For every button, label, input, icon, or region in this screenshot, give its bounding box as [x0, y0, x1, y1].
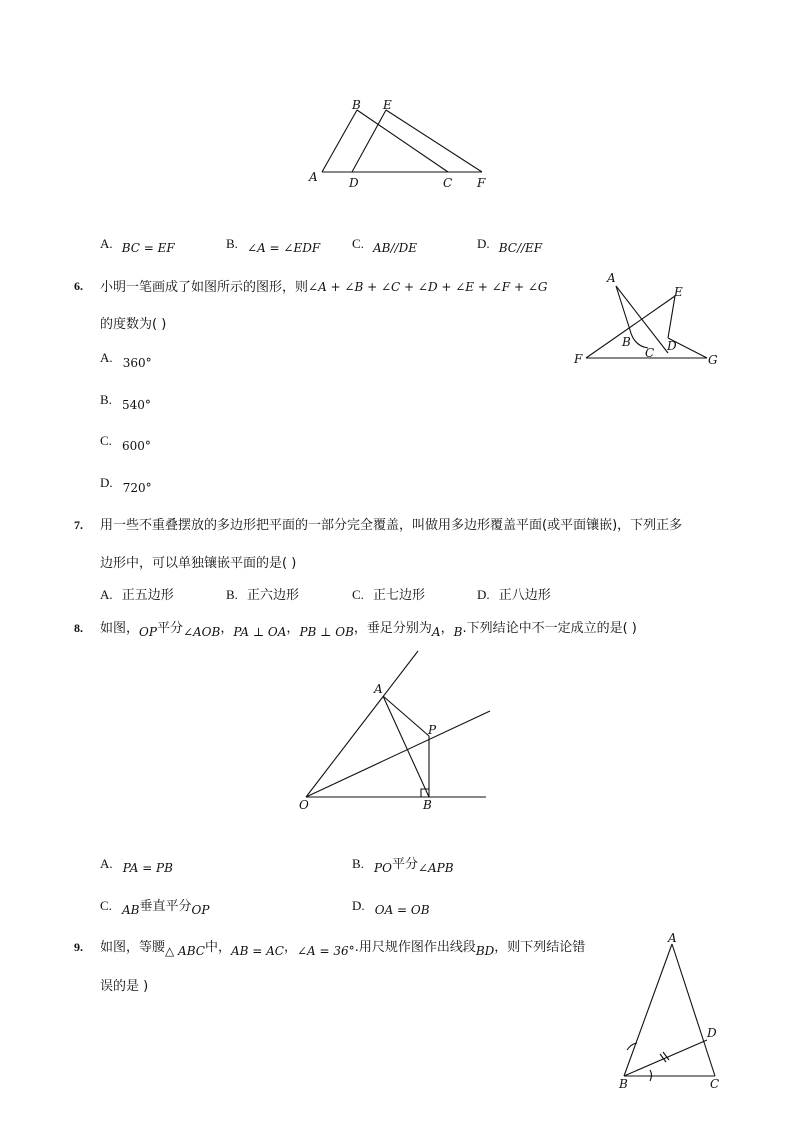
- option-text: ∠A = ∠EDF: [247, 241, 321, 255]
- q8-option-a[interactable]: [100, 853, 173, 875]
- option-text: BC = EF: [121, 241, 175, 255]
- q8-text: ，垂足分别为: [353, 621, 432, 636]
- q6-stem: [100, 276, 547, 295]
- q6-option-c[interactable]: [100, 430, 151, 453]
- option-text: 正六边形: [247, 588, 300, 603]
- option-letter: A.: [100, 587, 113, 602]
- q7-stem-text: 用一些不重叠摆放的多边形把平面的一部分完全覆盖，叫做用多边形覆盖平面: [100, 518, 543, 533]
- option-letter: B.: [352, 856, 364, 871]
- option-math2: ∠APB: [417, 861, 454, 875]
- q8-text: ，: [220, 621, 234, 636]
- q7-option-d[interactable]: [477, 584, 551, 603]
- q8-math: B: [453, 625, 463, 639]
- q8-text: .下列结论中不一定成立的是( ): [462, 621, 637, 636]
- figure-q5: [300, 95, 500, 195]
- q8-option-d[interactable]: [352, 895, 430, 917]
- q8-option-c[interactable]: [100, 895, 210, 917]
- figure-q6: [570, 268, 730, 373]
- option-text: 360°: [122, 356, 152, 370]
- q9-math: △ ABC: [165, 944, 205, 958]
- option-letter: A.: [100, 350, 113, 365]
- option-text: 600°: [122, 439, 151, 453]
- option-text: 正五边形: [121, 588, 174, 603]
- option-letter: C.: [352, 236, 364, 251]
- label-F: F: [477, 176, 486, 190]
- fig6-label-D: D: [667, 339, 677, 353]
- q7-stem: [100, 514, 682, 533]
- q9-text: ，则下列结论错: [494, 940, 586, 955]
- q7-option-c[interactable]: [352, 584, 425, 603]
- fig8-label-A: A: [374, 682, 383, 696]
- option-text: 720°: [122, 481, 152, 495]
- label-D: D: [349, 176, 359, 190]
- q8-number: 8.: [74, 621, 83, 635]
- q8-math: A: [431, 625, 441, 639]
- q5-option-b[interactable]: [226, 233, 321, 255]
- option-text: BC//EF: [498, 241, 543, 255]
- q5-option-d[interactable]: [477, 233, 543, 255]
- q6-option-b[interactable]: [100, 389, 151, 412]
- option-math: OA = OB: [374, 903, 430, 917]
- q8-text: 如图，: [100, 621, 140, 636]
- q6-number: 6.: [74, 279, 83, 293]
- option-letter: B.: [100, 392, 112, 407]
- option-math: PO: [374, 861, 392, 875]
- q8-text: ，: [286, 621, 300, 636]
- option-letter: D.: [477, 587, 490, 602]
- fig9-label-B: B: [619, 1077, 628, 1091]
- q6-stem-line2: 的度数为( ): [100, 317, 167, 332]
- option-text: AB//DE: [373, 241, 417, 255]
- q9-text: 中，: [204, 940, 231, 955]
- q5-option-c[interactable]: [352, 233, 417, 255]
- fig6-label-G: G: [708, 353, 718, 367]
- q9-text: 如图，等腰: [100, 940, 166, 955]
- q7-stem-line2: 边形中，可以单独镶嵌平面的是( ): [100, 556, 297, 571]
- option-text: 正七边形: [373, 588, 426, 603]
- fig6-label-F: F: [574, 352, 583, 366]
- option-text: 垂直平分: [139, 899, 192, 914]
- q8-option-b[interactable]: [352, 853, 454, 875]
- option-text: 正八边形: [498, 588, 551, 603]
- q9-text: .用尺规作图作出线段: [354, 940, 476, 955]
- option-letter: C.: [100, 898, 112, 913]
- q8-math: PA ⊥ OA: [233, 625, 287, 639]
- option-letter: A.: [100, 856, 113, 871]
- option-letter: B.: [226, 587, 238, 602]
- fig9-label-D: D: [707, 1026, 717, 1040]
- fig6-label-B: B: [622, 335, 631, 349]
- label-E: E: [383, 98, 392, 112]
- option-letter: D.: [477, 236, 490, 251]
- q7-option-b[interactable]: [226, 584, 299, 603]
- q6-option-a[interactable]: [100, 347, 152, 370]
- option-text: 540°: [122, 398, 151, 412]
- q9-text: ，: [283, 940, 297, 955]
- q7-number: 7.: [74, 518, 83, 532]
- q8-math: ∠AOB: [182, 625, 221, 639]
- q9-math: AB = AC: [230, 944, 284, 958]
- q8-math: OP: [139, 625, 157, 639]
- label-C: C: [443, 176, 453, 190]
- fig9-label-A: A: [668, 931, 677, 945]
- option-letter: C.: [100, 433, 112, 448]
- label-A: A: [309, 170, 318, 184]
- option-letter: A.: [100, 236, 113, 251]
- q8-text: 平分: [156, 621, 183, 636]
- label-B: B: [352, 98, 361, 112]
- q6-stem-text: 小明一笔画成了如图所示的图形，则: [100, 280, 309, 295]
- q9-math: ∠A = 36°: [297, 944, 355, 958]
- fig9-label-C: C: [710, 1077, 720, 1091]
- q5-option-a[interactable]: [100, 233, 175, 255]
- q7-stem-tail: ，下列正多: [617, 518, 683, 533]
- option-letter: B.: [226, 236, 238, 251]
- fig8-label-P: P: [428, 723, 437, 737]
- figure-q8: [290, 645, 500, 815]
- q8-text: ，: [440, 621, 454, 636]
- q6-stem-math: ∠A + ∠B + ∠C + ∠D + ∠E + ∠F + ∠G: [308, 280, 548, 294]
- q9-number: 9.: [74, 940, 83, 954]
- fig6-label-C: C: [645, 346, 655, 360]
- option-math: AB: [122, 903, 140, 917]
- option-text: 平分: [391, 857, 418, 872]
- fig8-label-O: O: [299, 798, 309, 812]
- figure-q9: [610, 928, 730, 1098]
- option-letter: C.: [352, 587, 364, 602]
- option-math: PA = PB: [122, 861, 173, 875]
- q9-math: BD: [475, 944, 495, 958]
- fig6-label-A: A: [607, 271, 616, 285]
- q8-math: PB ⊥ OB: [299, 625, 354, 639]
- q6-option-d[interactable]: [100, 472, 152, 495]
- q7-stem-paren: (或平面镶嵌): [542, 518, 618, 533]
- fig6-label-E: E: [674, 285, 683, 299]
- q7-option-a[interactable]: [100, 584, 174, 603]
- option-letter: D.: [352, 898, 365, 913]
- q8-stem: [100, 617, 637, 639]
- option-math2: OP: [191, 903, 210, 917]
- q9-stem-line2: 误的是 ): [100, 979, 149, 994]
- fig8-label-B: B: [423, 798, 432, 812]
- option-letter: D.: [100, 475, 113, 490]
- q9-stem: [100, 936, 586, 958]
